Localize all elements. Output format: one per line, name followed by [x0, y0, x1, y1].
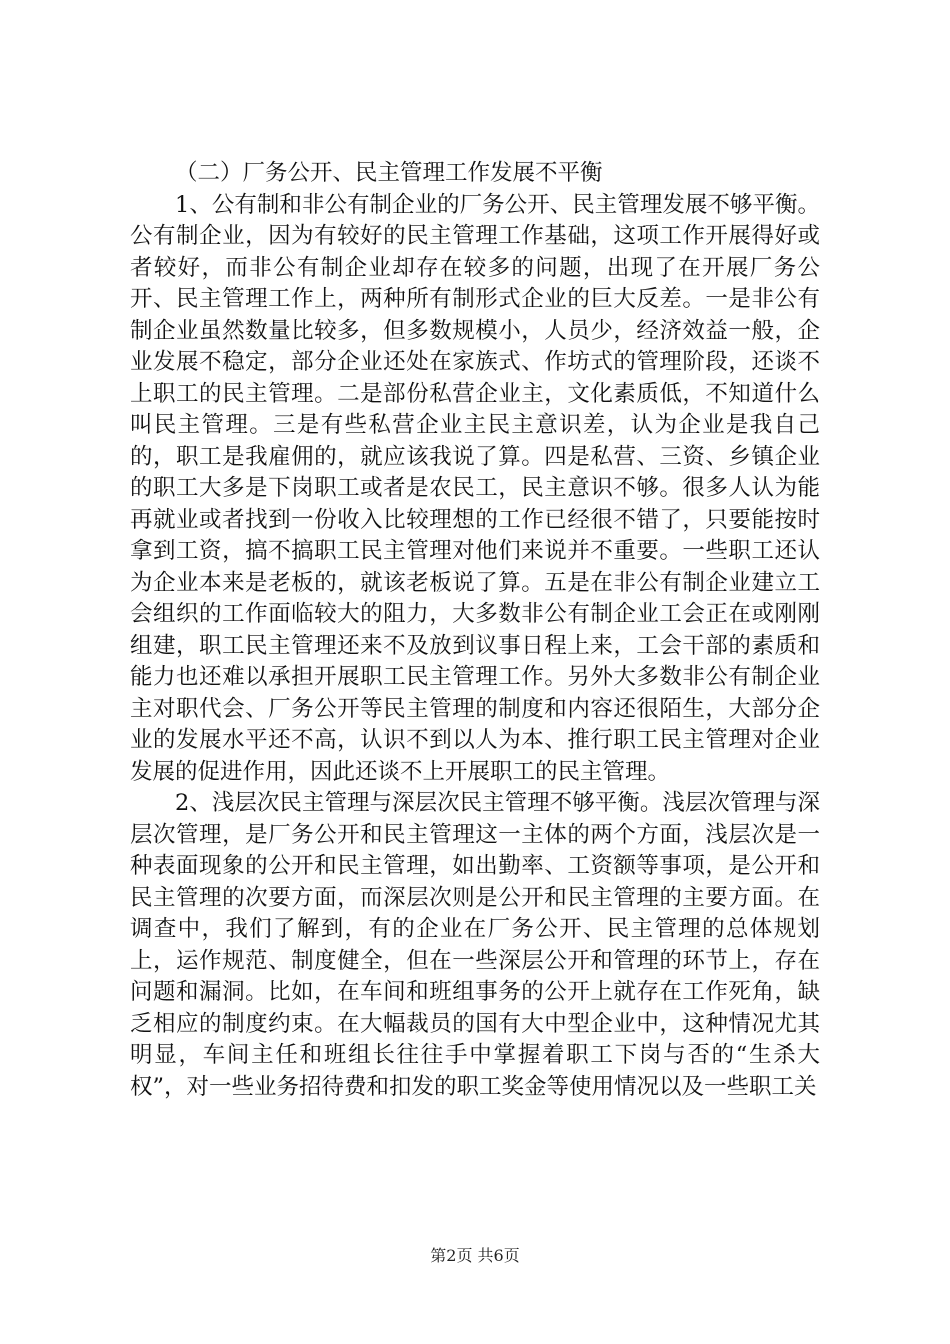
paragraph-2: 2、浅层次民主管理与深层次民主管理不够平衡。浅层次管理与深层次管理，是厂务公开和民主管理这一主体的两个方面，浅层次是一种表面现象的公开和民主管理，如出勤率、工资额等事项，是公开和民主管理的次要方面，而深层次则是公开和民主管理的主要方面。在调查中，我们了解到，有的企业在厂务公开、民主管理的总体规划上，运作规范、制度健全，但在一些深层公开和管理的环节上，存在问题和漏洞。比如，在车间和班组事务的公开上就存在工作死角，缺乏相应的制度约束。在大幅裁员的国有大中型企业中，这种情况尤其明显，车间主任和班组长往往手中掌握着职工下岗与否的“生杀大权”，对一些业务招待费和扣发的职工奖金等使用情况以及一些职工关	[130, 790, 820, 1100]
section-heading: （二）厂务公开、民主管理工作发展不平衡	[175, 160, 603, 186]
page-footer: 第2页 共6页	[430, 1246, 520, 1265]
paragraph-1: 1、公有制和非公有制企业的厂务公开、民主管理发展不够平衡。公有制企业，因为有较好的民主管理工作基础，这项工作开展得好或者较好，而非公有制企业却存在较多的问题，出现了在开展厂务公开、民主管理工作上，两种所有制形式企业的巨大反差。一是非公有制企业虽然数量比较多，但多数规模小，人员少，经济效益一般，企业发展不稳定，部分企业还处在家族式、作坊式的管理阶段，还谈不上职工的民主管理。二是部份私营企业主，文化素质低，不知道什么叫民主管理。三是有些私营企业主民主意识差，认为企业是我自己的，职工是我雇佣的，就应该我说了算。四是私营、三资、乡镇企业的职工大多是下岗职工或者是农民工，民主意识不够。很多人认为能再就业或者找到一份收入比较理想的工作已经很不错了，只要能按时拿到工资，搞不搞职工民主管理对他们来说并不重要。一些职工还认为企业本来是老板的，就该老板说了算。五是在非公有制企业建立工会组织的工作面临较大的阻力，大多数非公有制企业工会正在或刚刚组建，职工民主管理还来不及放到议事日程上来，工会干部的素质和能力也还难以承担开展职工民主管理工作。另外大多数非公有制企业主对职代会、厂务公开等民主管理的制度和内容还很陌生，大部分企业的发展水平还不高，认识不到以人为本、推行职工民主管理对企业发展的促进作用，因此还谈不上开展职工的民主管理。	[130, 191, 820, 785]
document-body	[130, 158, 820, 1103]
